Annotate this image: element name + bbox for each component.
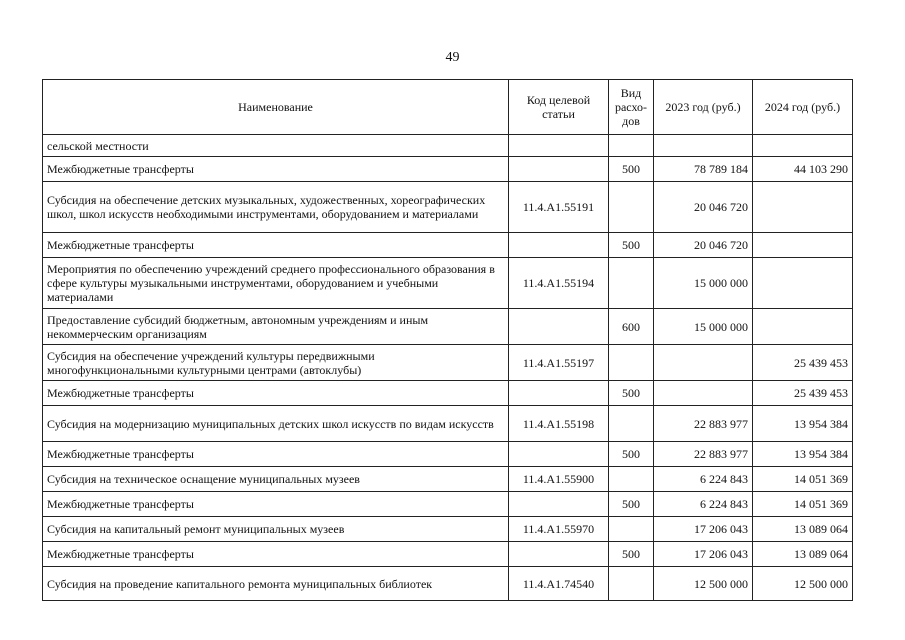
row-2023: 78 789 184 — [654, 157, 753, 182]
row-type — [609, 345, 654, 381]
table-row — [43, 157, 853, 182]
table-row — [43, 182, 853, 233]
row-name: Межбюджетные трансферты — [43, 233, 509, 258]
row-type — [609, 258, 654, 309]
header-2024: 2024 год (руб.) — [753, 80, 853, 135]
table-row — [43, 345, 853, 381]
row-name: Межбюджетные трансферты — [43, 542, 509, 567]
row-2023 — [654, 135, 753, 157]
row-code — [509, 309, 609, 345]
table-row — [43, 381, 853, 406]
budget-table — [42, 79, 853, 601]
row-name: Межбюджетные трансферты — [43, 442, 509, 467]
table-row — [43, 442, 853, 467]
row-code: 11.4.А1.55194 — [509, 258, 609, 309]
row-2024: 13 954 384 — [753, 406, 853, 442]
row-2023: 15 000 000 — [654, 309, 753, 345]
row-2024 — [753, 182, 853, 233]
row-2023: 22 883 977 — [654, 406, 753, 442]
row-type — [609, 182, 654, 233]
row-2023: 17 206 043 — [654, 517, 753, 542]
header-2023: 2023 год (руб.) — [654, 80, 753, 135]
row-type: 500 — [609, 442, 654, 467]
row-2024 — [753, 233, 853, 258]
row-2024: 12 500 000 — [753, 567, 853, 601]
table-row — [43, 542, 853, 567]
row-type: 500 — [609, 492, 654, 517]
row-2024 — [753, 309, 853, 345]
header-type: Вид расхо-дов — [609, 80, 654, 135]
row-type — [609, 517, 654, 542]
row-name: сельской местности — [43, 135, 509, 157]
table-row — [43, 233, 853, 258]
row-name: Субсидия на техническое оснащение муниципальных музеев — [43, 467, 509, 492]
row-2024: 13 089 064 — [753, 542, 853, 567]
row-2024: 14 051 369 — [753, 492, 853, 517]
row-type: 500 — [609, 233, 654, 258]
row-2023: 20 046 720 — [654, 182, 753, 233]
row-2023: 20 046 720 — [654, 233, 753, 258]
row-2024: 13 954 384 — [753, 442, 853, 467]
row-code — [509, 542, 609, 567]
row-name: Субсидия на проведение капитального ремонта муниципальных библиотек — [43, 567, 509, 601]
row-code — [509, 492, 609, 517]
row-2023: 17 206 043 — [654, 542, 753, 567]
row-2024: 14 051 369 — [753, 467, 853, 492]
row-2023: 15 000 000 — [654, 258, 753, 309]
row-code: 11.4.А1.55970 — [509, 517, 609, 542]
row-code: 11.4.А1.55191 — [509, 182, 609, 233]
row-type: 500 — [609, 381, 654, 406]
row-2023: 12 500 000 — [654, 567, 753, 601]
row-name: Субсидия на обеспечение учреждений культуры передвижными многофункциональными культурными центрами (автоклубы) — [43, 345, 509, 381]
table-row — [43, 406, 853, 442]
table-row — [43, 309, 853, 345]
row-type — [609, 135, 654, 157]
row-2023: 6 224 843 — [654, 467, 753, 492]
table-row — [43, 467, 853, 492]
row-type — [609, 406, 654, 442]
row-type — [609, 467, 654, 492]
row-name: Межбюджетные трансферты — [43, 157, 509, 182]
header-code: Код целевой статьи — [509, 80, 609, 135]
row-code: 11.4.А1.55197 — [509, 345, 609, 381]
row-name: Субсидия на капитальный ремонт муниципальных музеев — [43, 517, 509, 542]
row-type — [609, 567, 654, 601]
row-2024: 13 089 064 — [753, 517, 853, 542]
row-2024: 44 103 290 — [753, 157, 853, 182]
row-2023: 6 224 843 — [654, 492, 753, 517]
row-2024 — [753, 258, 853, 309]
row-name: Мероприятия по обеспечению учреждений среднего профессионального образования в сфере культуры музыкальными инструментами, оборудованием и учебными материалами — [43, 258, 509, 309]
row-name: Межбюджетные трансферты — [43, 492, 509, 517]
page-number: 49 — [445, 50, 460, 65]
row-2023 — [654, 345, 753, 381]
table-row — [43, 135, 853, 157]
table-header-row — [43, 80, 853, 135]
row-type: 500 — [609, 157, 654, 182]
table-row — [43, 567, 853, 601]
row-name: Субсидия на обеспечение детских музыкальных, художественных, хореографических школ, школ искусств необходимыми инструментами, оборудованием и материалами — [43, 182, 509, 233]
row-code — [509, 381, 609, 406]
row-type: 500 — [609, 542, 654, 567]
row-name: Межбюджетные трансферты — [43, 381, 509, 406]
row-2024: 25 439 453 — [753, 345, 853, 381]
row-code — [509, 157, 609, 182]
table-row — [43, 517, 853, 542]
row-code: 11.4.А1.74540 — [509, 567, 609, 601]
row-2024: 25 439 453 — [753, 381, 853, 406]
row-code: 11.4.А1.55198 — [509, 406, 609, 442]
row-2023 — [654, 381, 753, 406]
row-code — [509, 233, 609, 258]
table-row — [43, 492, 853, 517]
row-code — [509, 135, 609, 157]
header-name: Наименование — [43, 80, 509, 135]
row-2024 — [753, 135, 853, 157]
row-name: Субсидия на модернизацию муниципальных детских школ искусств по видам искусств — [43, 406, 509, 442]
row-name: Предоставление субсидий бюджетным, автономным учреждениям и иным некоммерческим организациям — [43, 309, 509, 345]
row-code: 11.4.А1.55900 — [509, 467, 609, 492]
table-row — [43, 258, 853, 309]
row-code — [509, 442, 609, 467]
row-type: 600 — [609, 309, 654, 345]
row-2023: 22 883 977 — [654, 442, 753, 467]
